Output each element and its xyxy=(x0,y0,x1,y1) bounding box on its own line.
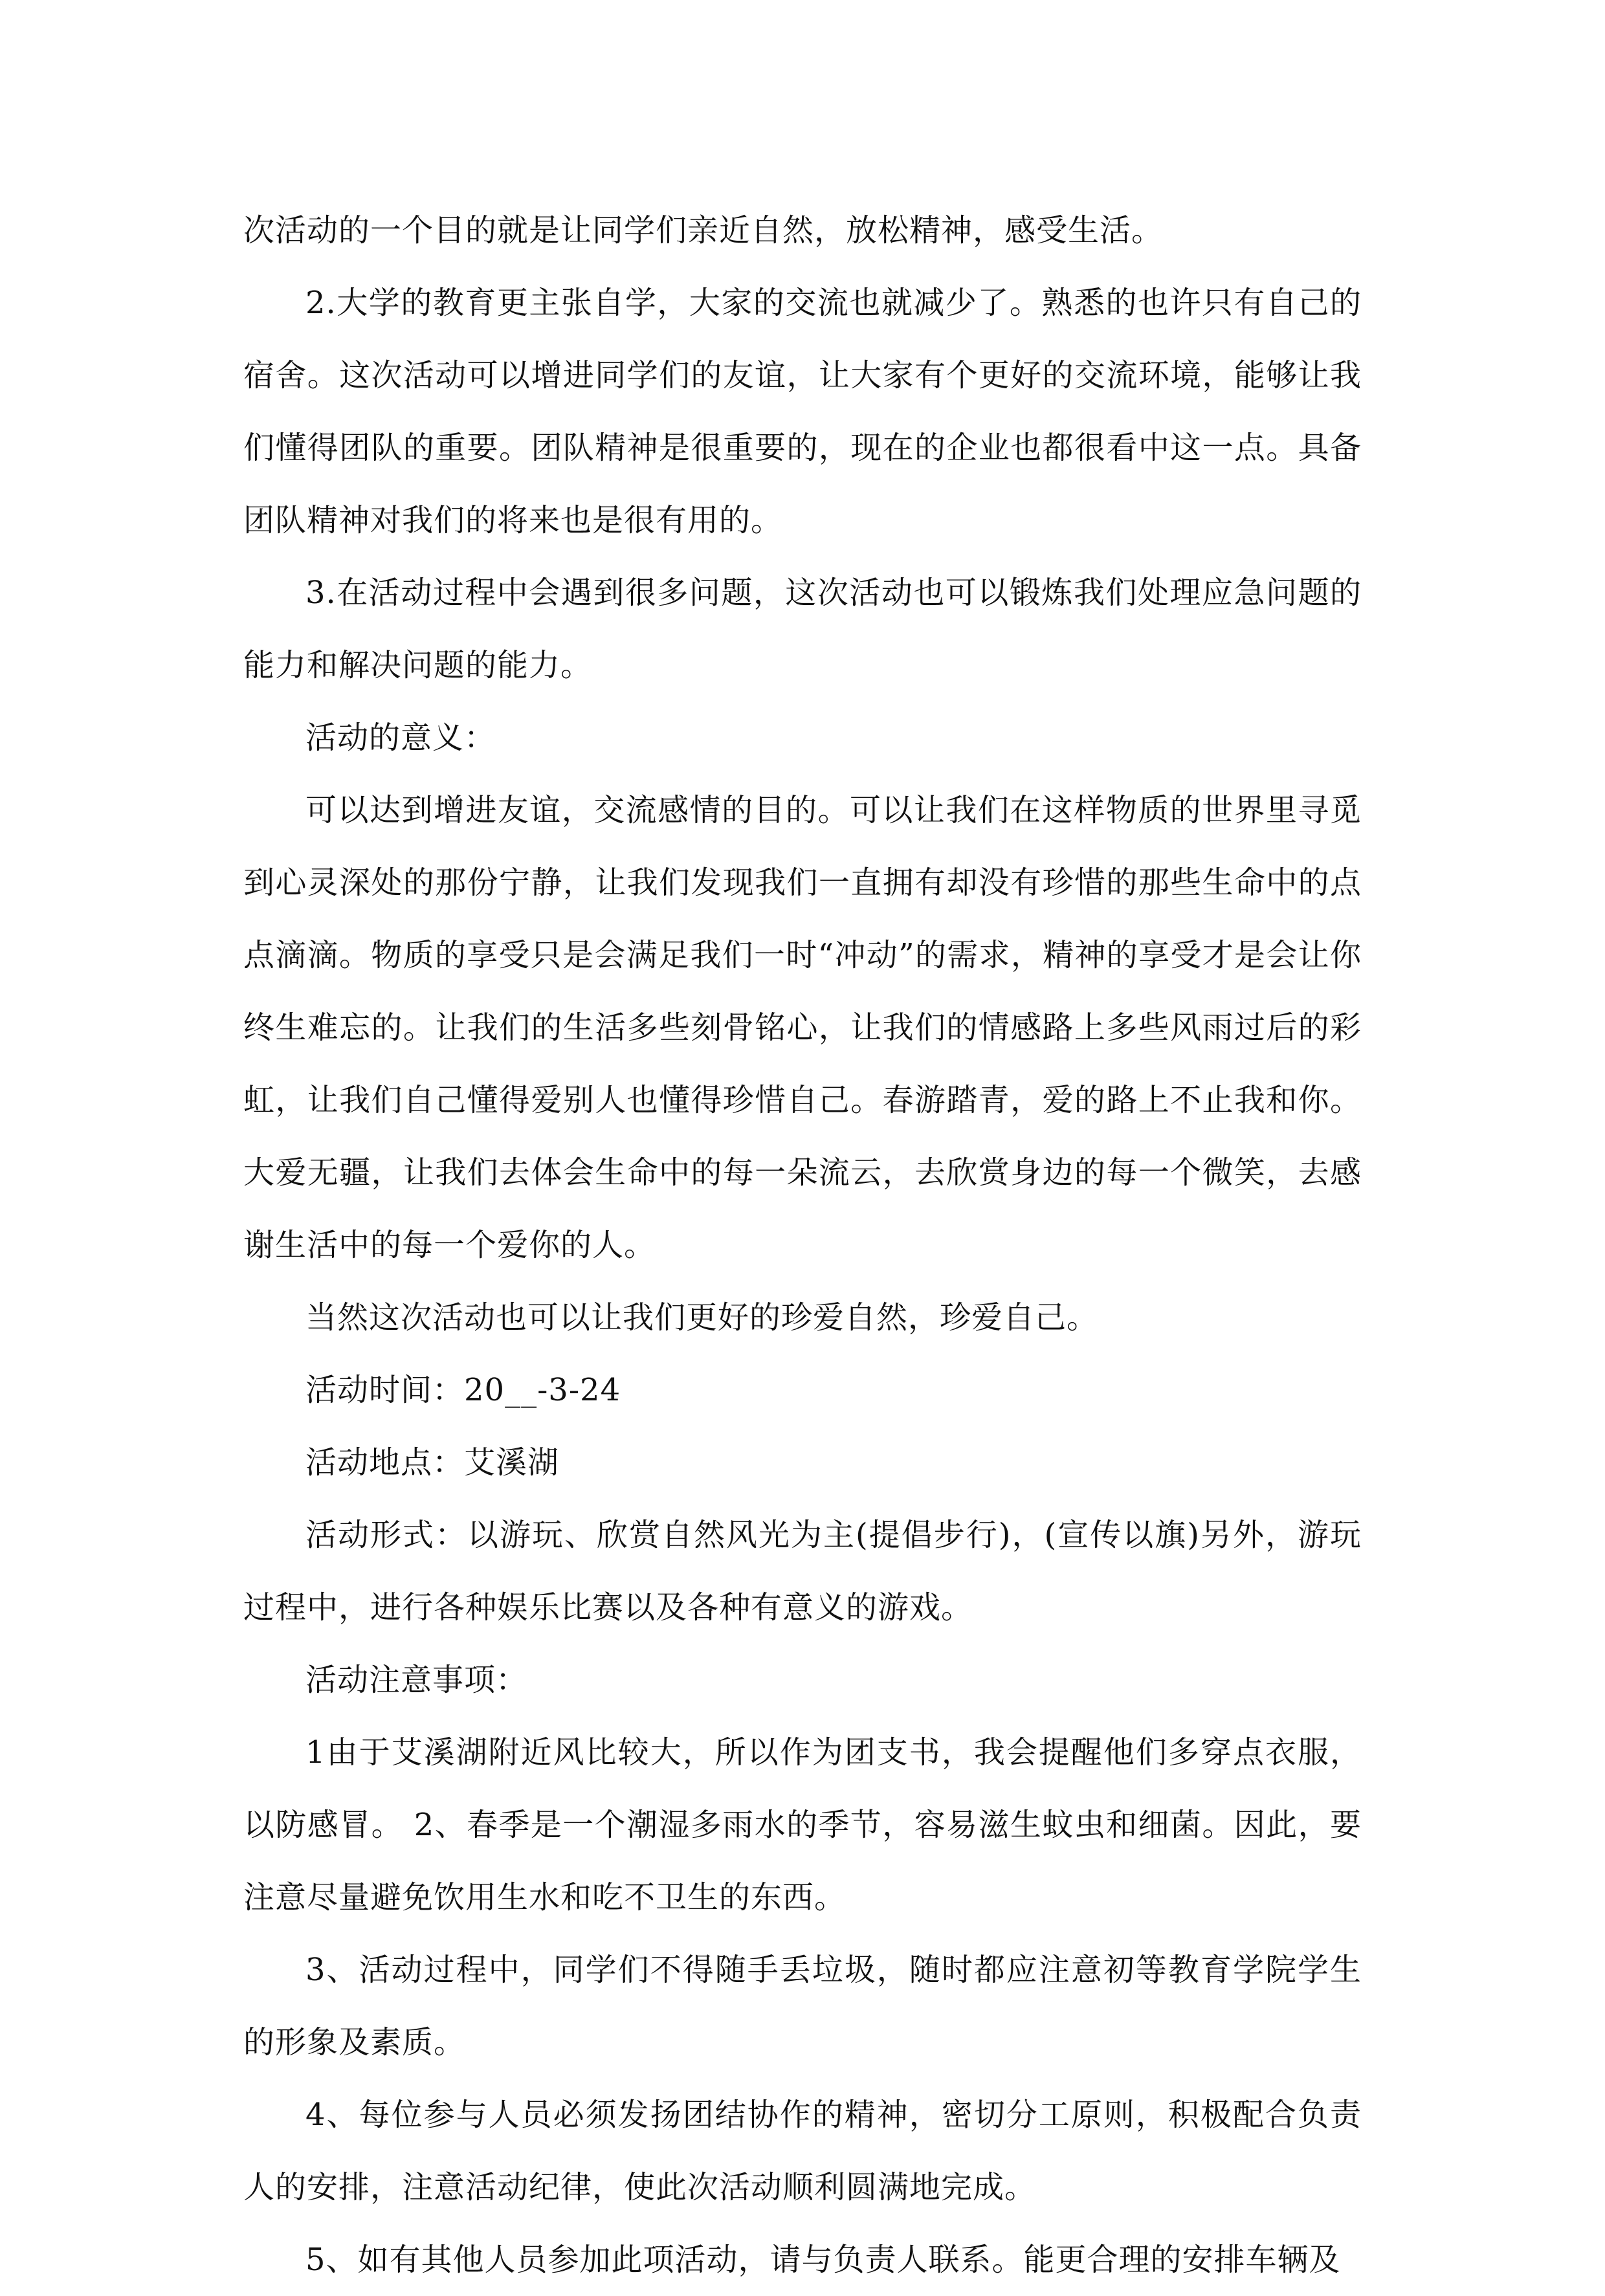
paragraph-cherish-nature: 当然这次活动也可以让我们更好的珍爱自然，珍爱自己。 xyxy=(305,1299,1099,1336)
document-body xyxy=(243,194,1362,2296)
activity-time: 活动时间：20__-3-24 xyxy=(305,1372,621,1408)
paragraph-activity-goal-continued: 次活动的一个目的就是让同学们亲近自然，放松精神，感受生活。 xyxy=(243,212,1164,248)
paragraph-significance-body: 可以达到增进友谊，交流感情的目的。可以让我们在这样物质的世界里寻觅到心灵深处的那份宁静，让我们发现我们一直拥有却没有珍惜的那些生命中的点点滴滴。物质的享受只是会满足我们一时“冲动”的需求，精神的享受才是会让你终生难忘的。让我们的生活多些刻骨铭心，让我们的情感路上多些风雨过后的彩虹，让我们自己懂得爱别人也懂得珍惜自己。春游踏青，爱的路上不止我和你。大爱无疆，让我们去体会生命中的每一朵流云，去欣赏身边的每一个微笑，去感谢生活中的每一个爱你的人。 xyxy=(243,792,1362,1263)
paragraph-point-3: 3.在活动过程中会遇到很多问题，这次活动也可以锻炼我们处理应急问题的能力和解决问题的能力。 xyxy=(243,575,1362,683)
note-item-1-2: 1由于艾溪湖附近风比较大，所以作为团支书，我会提醒他们多穿点衣服，以防感冒。 2、春季是一个潮湿多雨水的季节，容易滋生蚊虫和细菌。因此，要注意尽量避免饮用生水和吃不卫生的东西。 xyxy=(243,1734,1362,1915)
note-item-3: 3、活动过程中，同学们不得随手丢垃圾，随时都应注意初等教育学院学生的形象及素质。 xyxy=(243,1952,1362,2060)
heading-activity-notes: 活动注意事项： xyxy=(305,1662,528,1698)
activity-format: 活动形式：以游玩、欣赏自然风光为主(提倡步行)，(宣传以旗)另外，游玩过程中，进行各种娱乐比赛以及各种有意义的游戏。 xyxy=(243,1517,1362,1626)
paragraph-point-2: 2.大学的教育更主张自学，大家的交流也就减少了。熟悉的也许只有自己的宿舍。这次活动可以增进同学们的友谊，让大家有个更好的交流环境，能够让我们懂得团队的重要。团队精神是很重要的，现在的企业也都很看中这一点。具备团队精神对我们的将来也是很有用的。 xyxy=(243,285,1362,538)
heading-activity-significance: 活动的意义： xyxy=(305,720,496,756)
activity-location: 活动地点：艾溪湖 xyxy=(305,1444,560,1481)
note-item-5: 5、如有其他人员参加此项活动，请与负责人联系。能更合理的安排车辆及 xyxy=(305,2242,1341,2278)
note-item-4: 4、每位参与人员必须发扬团结协作的精神，密切分工原则，积极配合负责人的安排，注意活动纪律，使此次活动顺利圆满地完成。 xyxy=(243,2097,1362,2205)
